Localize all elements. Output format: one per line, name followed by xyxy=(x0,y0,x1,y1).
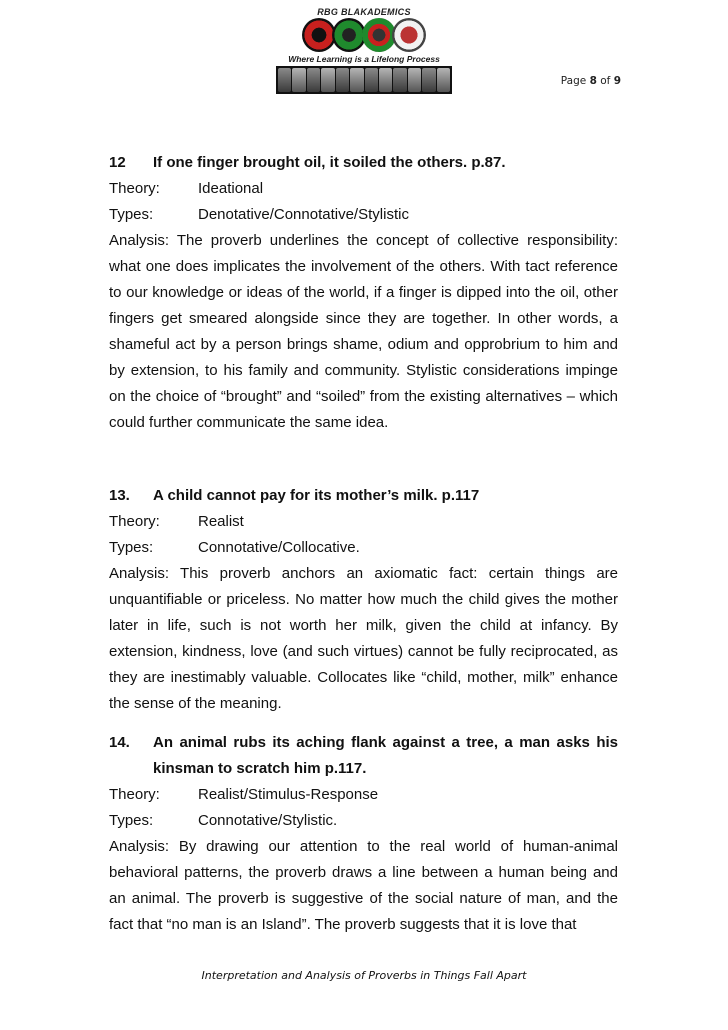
types-label: Types: xyxy=(109,539,154,556)
logo-title: RBG BLAKADEMICS xyxy=(317,7,411,17)
types-value: Connotative/Collocative. xyxy=(198,539,360,556)
theory-row xyxy=(109,509,618,535)
page-number: Page 8 of 9 xyxy=(560,75,621,87)
blakademics-logo xyxy=(276,4,452,96)
analysis-paragraph: Analysis: By drawing our attention to the real world of human-animal behavioral patterns, the proverb draws a line between a human being and an animal. The proverb is suggestive of the social nature of man, and the fact that “no man is an Island”. The proverb suggests that it is love that xyxy=(109,838,618,933)
theory-value: Realist xyxy=(198,513,244,530)
theory-label: Theory: xyxy=(109,513,160,530)
logo-rings-graphic xyxy=(282,18,446,52)
proverb-heading xyxy=(109,150,618,176)
proverb-section-13 xyxy=(109,483,618,717)
logo-portrait-strip xyxy=(276,66,452,94)
types-row xyxy=(109,202,618,228)
proverb-number: 13. xyxy=(109,487,130,504)
theory-label: Theory: xyxy=(109,786,160,803)
theory-label: Theory: xyxy=(109,180,160,197)
types-label: Types: xyxy=(109,812,154,829)
proverb-text: A child cannot pay for its mother’s milk. p.117 xyxy=(153,487,480,504)
theory-value: Realist/Stimulus-Response xyxy=(198,786,379,803)
proverb-heading xyxy=(109,483,618,509)
types-row xyxy=(109,535,618,561)
proverb-section-14 xyxy=(109,730,618,938)
proverb-text: An animal rubs its aching flank against a tree, a man asks his kinsman to scratch him p.117. xyxy=(153,734,618,777)
types-label: Types: xyxy=(109,206,154,223)
theory-row xyxy=(109,782,618,808)
proverb-heading xyxy=(109,730,618,782)
types-value: Connotative/Stylistic. xyxy=(198,812,338,829)
analysis-paragraph: Analysis: The proverb underlines the concept of collective responsibility: what one does implicates the involvement of the others. With tact reference to our knowledge or ideas of the world, if a finger is dipped into the oil, other fingers get smeared alongside since they are together. In other words, a shameful act by a person brings shame, odium and opprobrium to him and by extension, to his family and community. Stylistic considerations impinge on the choice of “brought” and “soiled” from the existing alternatives – which could further communicate the same idea. xyxy=(109,232,618,431)
proverb-number: 14. xyxy=(109,734,130,751)
logo-tagline: Where Learning is a Lifelong Process xyxy=(288,54,440,64)
proverb-section-12 xyxy=(109,150,618,436)
theory-row xyxy=(109,176,618,202)
proverb-text: If one finger brought oil, it soiled the others. p.87. xyxy=(153,154,506,171)
theory-value: Ideational xyxy=(198,180,264,197)
proverb-number: 12 xyxy=(109,154,126,171)
analysis-paragraph: Analysis: This proverb anchors an axiomatic fact: certain things are unquantifiable or priceless. No matter how much the child gives the mother later in life, such is not worth her milk, given the child at infancy. By extension, kindness, love (and such virtues) cannot be fully reciprocated, as they are inestimably valuable. Collocates like “child, mother, milk” enhance the sense of the meaning. xyxy=(109,565,618,712)
page-footer: Interpretation and Analysis of Proverbs in Things Fall Apart xyxy=(201,969,527,982)
types-row xyxy=(109,808,618,834)
types-value: Denotative/Connotative/Stylistic xyxy=(198,206,409,223)
